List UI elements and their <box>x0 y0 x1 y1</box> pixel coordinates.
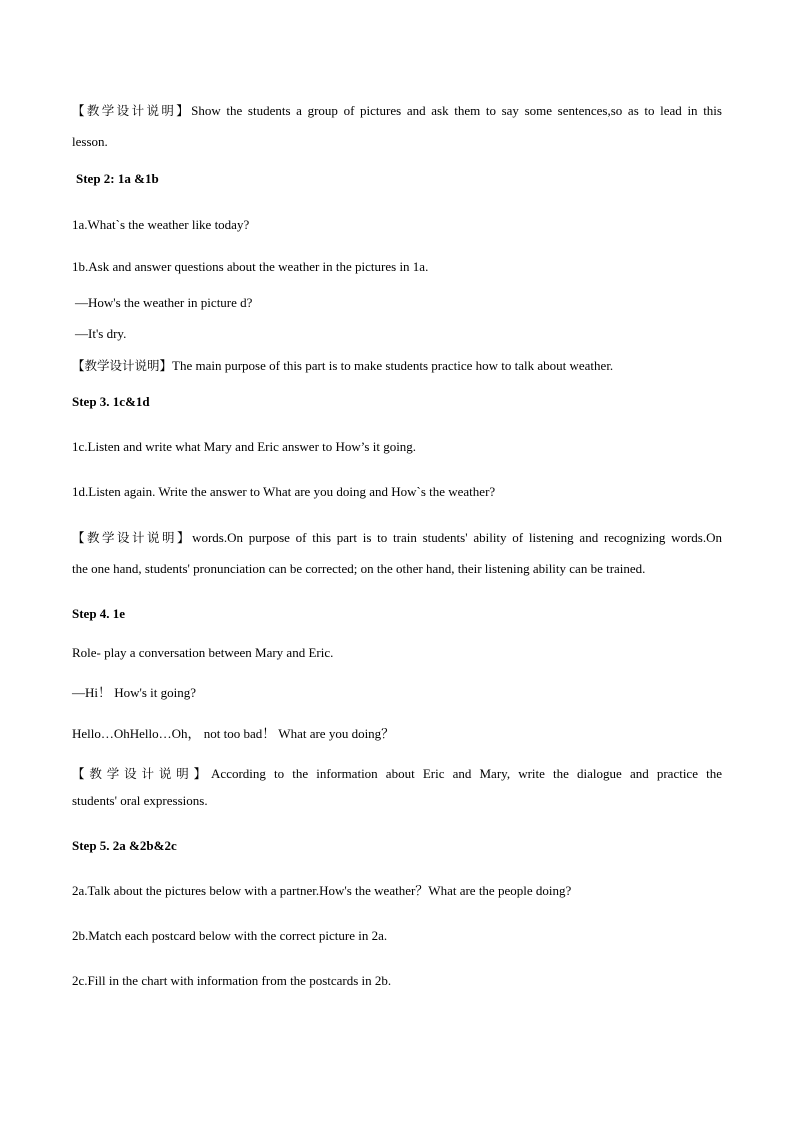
design-note-text: The main purpose of this part is to make students practice how to talk about weather. <box>172 358 614 373</box>
step-4-intro: Role- play a conversation between Mary and Eric. <box>72 645 334 660</box>
design-note-1-line-2: lesson. <box>72 134 108 149</box>
step-5-item-2b: 2b.Match each postcard below with the correct picture in 2a. <box>72 928 388 943</box>
step-4-dialogue-answer: Hello…OhHello…Oh， not too bad！ What are you doing？ <box>72 726 395 741</box>
step-2-dialogue-question: —How's the weather in picture d? <box>75 295 253 310</box>
step-5-item-2a: 2a.Talk about the pictures below with a partner.How's the weather？What are the people doing? <box>72 883 572 898</box>
design-note-2 <box>72 358 722 374</box>
design-note-4-line-2: students' oral expressions. <box>72 793 208 808</box>
design-note-4-line-1 <box>72 766 722 782</box>
design-note-3-line-2: the one hand, students' pronunciation can be corrected; on the other hand, their listening ability can be trained. <box>72 561 646 576</box>
design-note-label: 【教学设计说明】 <box>72 358 173 373</box>
step-2-item-1a: 1a.What`s the weather like today? <box>72 217 250 232</box>
design-note-text: Show the students a group of pictures and ask them to say some sentences,so as to lead in this <box>191 103 722 118</box>
design-note-label: 【教学设计说明】 <box>72 530 193 545</box>
step-2-item-1b: 1b.Ask and answer questions about the weather in the pictures in 1a. <box>72 259 429 274</box>
design-note-text: According to the information about Eric and Mary, write the dialogue and practice the <box>211 766 722 781</box>
design-note-label: 【教学设计说明】 <box>72 103 192 118</box>
step-3-heading: Step 3. 1c&1d <box>72 394 150 409</box>
design-note-1-line-1 <box>72 103 722 119</box>
step-2-heading: Step 2: 1a &1b <box>76 171 159 186</box>
step-3-item-1d: 1d.Listen again. Write the answer to What are you doing and How`s the weather? <box>72 484 496 499</box>
step-5-item-2c: 2c.Fill in the chart with information from the postcards in 2b. <box>72 973 392 988</box>
step-4-heading: Step 4. 1e <box>72 606 126 621</box>
design-note-label: 【教学设计说明】 <box>72 766 212 781</box>
design-note-text: words.On purpose of this part is to train students' ability of listening and recognizing words.On <box>192 530 722 545</box>
design-note-3-line-1 <box>72 530 722 546</box>
step-3-item-1c: 1c.Listen and write what Mary and Eric answer to How’s it going. <box>72 439 417 454</box>
step-2-dialogue-answer: —It's dry. <box>75 326 127 341</box>
step-4-dialogue-question: —Hi！ How's it going? <box>72 685 197 700</box>
step-5-heading: Step 5. 2a &2b&2c <box>72 838 177 853</box>
